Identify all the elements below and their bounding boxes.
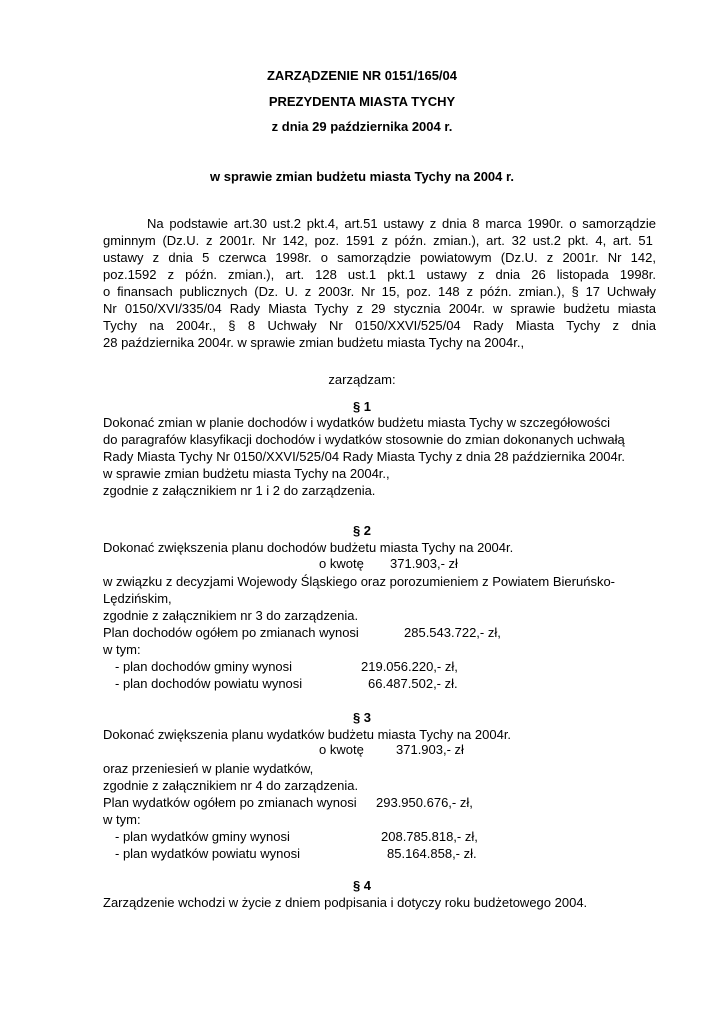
section-1-line: do paragrafów klasyfikacji dochodów i wydatków stosownie do zmian dokonanych uchwałą	[103, 432, 625, 447]
section-3-line: zgodnie z załącznikiem nr 4 do zarządzenia.	[103, 778, 359, 793]
income-total-value: 285.543.722,- zł,	[404, 625, 501, 640]
section-3-line: oraz przeniesień w planie wydatków,	[103, 761, 314, 776]
preamble-line: ustawy z dnia 5 czerwca 1998r. o samorządzie powiatowym (Dz.U. z 2001r. Nr 142,	[103, 250, 656, 265]
expense-powiat-label: - plan wydatków powiatu wynosi	[115, 846, 300, 861]
section-3-amount-label: o kwotę	[319, 742, 364, 757]
preamble-line: gminnym (Dz.U. z 2001r. Nr 142, poz. 1591 z późn. zmian.), art. 32 ust.2 pkt. 4, art. 51	[103, 233, 653, 248]
income-gmina-value: 219.056.220,- zł,	[361, 659, 458, 674]
section-1-line: Rady Miasta Tychy Nr 0150/XXVI/525/04 Rady Miasta Tychy z dnia 28 października 2004r.	[103, 449, 625, 464]
expense-powiat-value: 85.164.858,- zł.	[387, 846, 477, 861]
preamble-line: Tychy na 2004r., § 8 Uchwały Nr 0150/XXVI/525/04 Rady Miasta Tychy z dnia	[103, 318, 656, 333]
document-title: ZARZĄDZENIE NR 0151/165/04	[266, 68, 457, 83]
expense-gmina-label: - plan wydatków gminy wynosi	[115, 829, 290, 844]
expense-total-label: Plan wydatków ogółem po zmianach wynosi	[103, 795, 357, 810]
document-date: z dnia 29 października 2004 r.	[271, 119, 453, 134]
expense-total-value: 293.950.676,- zł,	[376, 795, 473, 810]
section-2-heading: § 2	[352, 523, 372, 538]
preamble-line: poz.1592 z późn. zmian.), art. 128 ust.1 pkt.1 ustawy z dnia 26 listopada 1998r.	[103, 267, 656, 282]
income-total-label: Plan dochodów ogółem po zmianach wynosi	[103, 625, 359, 640]
preamble-line: Na podstawie art.30 ust.2 pkt.4, art.51 ustawy z dnia 8 marca 1990r. o samorządzie	[147, 216, 656, 231]
section-1-line: w sprawie zmian budżetu miasta Tychy na 2004r.,	[103, 466, 390, 481]
section-1-line: zgodnie z załącznikiem nr 1 i 2 do zarządzenia.	[103, 483, 376, 498]
issuer-title: PREZYDENTA MIASTA TYCHY	[268, 94, 456, 109]
section-2-line: w tym:	[103, 642, 141, 657]
section-2-line: w związku z decyzjami Wojewody Śląskiego oraz porozumieniem z Powiatem Bieruńsko-	[103, 574, 616, 589]
decree-word: zarządzam:	[328, 372, 396, 387]
section-2-line: Lędzińskim,	[103, 591, 172, 606]
document-subject: w sprawie zmian budżetu miasta Tychy na 2004 r.	[210, 169, 514, 184]
section-2-line: Dokonać zwiększenia planu dochodów budżetu miasta Tychy na 2004r.	[103, 540, 514, 555]
section-3-line: Dokonać zwiększenia planu wydatków budżetu miasta Tychy na 2004r.	[103, 727, 512, 742]
section-3-line: w tym:	[103, 812, 141, 827]
income-gmina-label: - plan dochodów gminy wynosi	[115, 659, 293, 674]
section-2-amount-value: 371.903,- zł	[390, 556, 458, 571]
expense-gmina-value: 208.785.818,- zł,	[381, 829, 478, 844]
preamble-line: 28 października 2004r. w sprawie zmian budżetu miasta Tychy na 2004r.,	[103, 335, 525, 350]
preamble-line: Nr 0150/XVI/335/04 Rady Miasta Tychy z 29 stycznia 2004r. w sprawie budżetu miasta	[103, 301, 656, 316]
income-powiat-label: - plan dochodów powiatu wynosi	[115, 676, 303, 691]
section-2-line: zgodnie z załącznikiem nr 3 do zarządzenia.	[103, 608, 359, 623]
income-powiat-value: 66.487.502,- zł.	[368, 676, 458, 691]
section-4-heading: § 4	[352, 878, 372, 893]
preamble-line: o finansach publicznych (Dz. U. z 2003r. Nr 15, poz. 148 z późn. zmian.), § 17 Uchwały	[103, 284, 656, 299]
section-4-line: Zarządzenie wchodzi w życie z dniem podpisania i dotyczy roku budżetowego 2004.	[103, 895, 588, 910]
section-1-heading: § 1	[352, 399, 372, 414]
section-3-amount-value: 371.903,- zł	[396, 742, 464, 757]
section-3-heading: § 3	[352, 710, 372, 725]
section-1-line: Dokonać zmian w planie dochodów i wydatków budżetu miasta Tychy w szczegółowości	[103, 415, 611, 430]
section-2-amount-label: o kwotę	[319, 556, 364, 571]
